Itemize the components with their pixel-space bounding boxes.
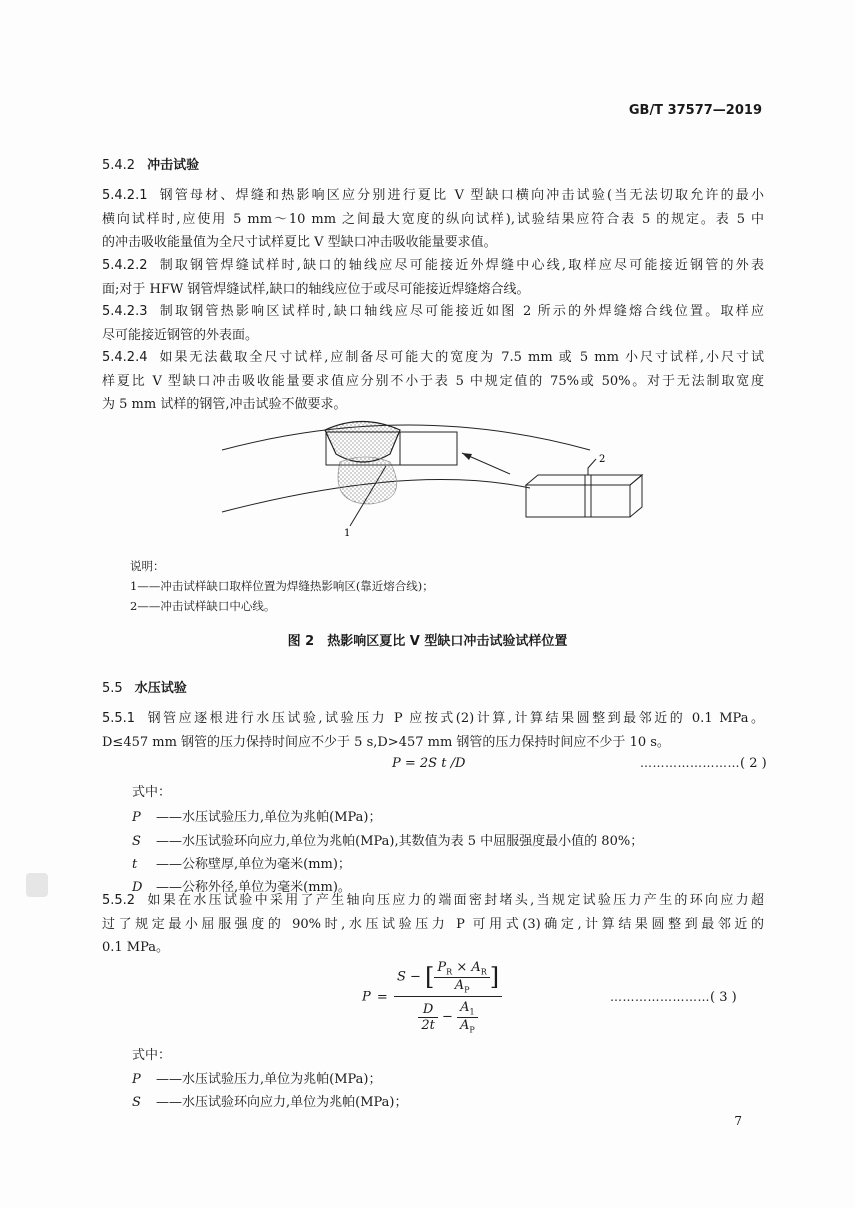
symbol-desc: ——水压试验压力,单位为兆帕(MPa)； [156, 810, 382, 825]
main-denominator [394, 996, 502, 1034]
formula-lhs: P [362, 989, 371, 1005]
callout-2-label: 2 [599, 454, 606, 465]
sub-R: R [480, 967, 487, 977]
section-heading-5-5 [102, 677, 187, 696]
symbol: P [132, 1072, 141, 1087]
symbol-desc: ——水压试验环向应力,单位为兆帕(MPa)； [156, 1095, 408, 1110]
formula-2-number [640, 756, 767, 771]
section-number: 5.4.2 [102, 158, 136, 173]
clause-number: 5.4.2.1 [102, 188, 148, 203]
where-item [132, 830, 643, 849]
specimen-bar-side [630, 475, 642, 517]
clause-number: 5.4.2.3 [102, 304, 148, 319]
para-line [102, 184, 764, 208]
figure-2-diagram [210, 408, 660, 548]
legend-item-1: 1——冲击试样缺口取样位置为焊缝热影响区(靠近熔合线)； [130, 579, 434, 593]
symbol-desc: ——水压试验环向应力,单位为兆帕(MPa),其数值为表 5 中屈服强度最小值的 80%； [156, 834, 644, 849]
section-number: 5.5 [102, 681, 123, 696]
para-line [102, 346, 764, 370]
para-line [102, 254, 764, 278]
para-text: 钢管应逐根进行水压试验,试验压力 P 应按式(2)计算,计算结果圆整到最邻近的 0.1 MPa。 [145, 711, 764, 726]
sym-AP: A [460, 1017, 470, 1033]
symbol: S [132, 834, 141, 849]
section-title: 水压试验 [134, 681, 187, 696]
a1-over-ap [457, 1000, 478, 1034]
equation-number: ( 3 ) [710, 990, 737, 1005]
side-scroll-tab[interactable] [26, 873, 48, 897]
callout-2-leader [588, 459, 596, 475]
para-line: 过了规定最小屈服强度的 90%时,水压试验压力 P 可用式(3)确定,计算结果圆整到最邻近的 [102, 916, 764, 932]
para-line: 横向试样时,应使用 5 mm～10 mm 之间最大宽度的纵向试样),试验结果应符合表 5 的规定。表 5 中 [102, 211, 764, 227]
formula-2: P = 2S t /D [392, 756, 466, 771]
equation-number: ( 2 ) [740, 756, 767, 771]
para-line: 的冲击吸收能量值为全尺寸试样夏比 V 型缺口冲击吸收能量要求值。 [102, 235, 497, 250]
legend-title: 说明： [130, 559, 165, 573]
pipe-outer-arc [222, 425, 590, 450]
d-over-2t [418, 1002, 438, 1033]
sub-1: 1 [469, 1007, 475, 1017]
formula-3 [362, 960, 502, 1034]
section-heading-5-4-2 [102, 154, 199, 173]
sub-R: R [446, 967, 453, 977]
where-item [132, 1091, 408, 1110]
para-line [102, 889, 764, 913]
outer-weld-bead [325, 422, 400, 463]
minus-sign: − [441, 1009, 453, 1025]
leader-dots: …………………… [610, 990, 710, 1004]
symbol-desc: ——公称壁厚,单位为毫米(mm)； [156, 857, 351, 872]
where-item [132, 853, 351, 872]
where-label: 式中： [132, 1048, 172, 1063]
sym-AR: A [471, 960, 481, 975]
paragraph-5-5-2 [102, 889, 764, 960]
clause-number: 5.4.2.2 [102, 258, 148, 273]
para-line: 0.1 MPa。 [102, 940, 170, 955]
legend-item-2: 2——冲击试样缺口中心线。 [130, 599, 276, 613]
sym-PR: P [437, 960, 447, 975]
sub-P: P [464, 985, 470, 995]
para-line: 尽可能接近钢管的外表面。 [102, 327, 259, 343]
paragraph-5-4-2-1 [102, 184, 764, 255]
page-number: 7 [734, 1114, 742, 1128]
clause-number: 5.5.2 [102, 893, 136, 908]
symbol: D [132, 880, 143, 895]
para-line [102, 707, 764, 731]
sym-2t: 2t [418, 1017, 438, 1033]
paragraph-5-4-2-3 [102, 300, 764, 347]
para-text: 如果在水压试验中采用了产生轴向压应力的端面密封堵头,当规定试验压力产生的环向应力超 [145, 893, 764, 908]
paragraph-5-5-1 [102, 707, 764, 754]
para-line: D≤457 mm 钢管的压力保持时间应不少于 5 s,D>457 mm 钢管的压力保持时间应不少于 10 s。 [102, 734, 670, 750]
para-text: 如果无法截取全尺寸试样,应制备尽可能大的宽度为 7.5 mm 或 5 mm 小尺寸试样,小尺寸试 [157, 350, 764, 365]
specimen-bar-top [526, 475, 642, 485]
symbol-desc: ——水压试验压力,单位为兆帕(MPa)； [156, 1072, 382, 1087]
symbol-desc: ——公称外径,单位为毫米(mm)。 [156, 880, 351, 895]
sym-D: D [422, 1001, 434, 1017]
sym-S: S [396, 969, 406, 985]
clause-number: 5.5.1 [102, 711, 136, 726]
clause-number: 5.4.2.4 [102, 350, 148, 365]
minus-sign: − [409, 969, 421, 985]
para-text: 钢管母材、焊缝和热影响区应分别进行夏比 V 型缺口横向冲击试验(当无法切取允许的最小 [157, 188, 764, 203]
specimen-bar-front [526, 485, 630, 517]
main-fraction [394, 960, 502, 1034]
sym-AP: A [454, 977, 465, 993]
inner-fraction [434, 960, 489, 994]
para-line: 为 5 mm 试样的钢管,冲击试验不做要求。 [102, 397, 347, 412]
where-item [132, 806, 382, 825]
para-text: 制取钢管热影响区试样时,缺口轴线应尽可能接近如图 2 所示的外焊缝熔合线位置。取样应 [157, 304, 764, 319]
leader-dots: …………………… [640, 756, 740, 770]
symbol: P [132, 810, 141, 825]
section-title: 冲击试验 [147, 158, 200, 173]
para-line: 面;对于 HFW 钢管焊缝试样,缺口的轴线应位于或尽可能接近焊缝熔合线。 [102, 281, 530, 297]
para-line: 样夏比 V 型缺口冲击吸收能量要求值应分别不小于表 5 中规定值的 75%或 50%。对于无法制取宽度 [102, 373, 764, 389]
standard-number: GB/T 37577—2019 [628, 103, 762, 118]
times-sign: × [456, 960, 468, 975]
arrow-head [462, 453, 472, 460]
sym-A1: A [460, 1000, 470, 1016]
symbol: t [132, 857, 138, 872]
callout-1-label: 1 [344, 528, 351, 539]
inner-numerator [434, 960, 489, 977]
formula-eq: = [376, 989, 388, 1005]
sub-P: P [469, 1025, 475, 1035]
where-item [132, 1068, 382, 1087]
inner-denominator [434, 977, 489, 995]
para-text: 制取钢管焊缝试样时,缺口的轴线应尽可能接近外焊缝中心线,取样应尽可能接近钢管的外表 [157, 258, 764, 273]
formula-3-number [610, 990, 737, 1005]
paragraph-5-4-2-2 [102, 254, 764, 301]
para-line [102, 300, 764, 324]
paragraph-5-4-2-4 [102, 346, 764, 417]
main-numerator: S − [ $\frac{P_R \times A_R}{A_P}$ ] [396, 960, 500, 995]
symbol: S [132, 1095, 141, 1110]
figure-caption: 图 2 热影响区夏比 V 型缺口冲击试验试样位置 [287, 634, 568, 649]
where-label: 式中： [132, 785, 172, 800]
